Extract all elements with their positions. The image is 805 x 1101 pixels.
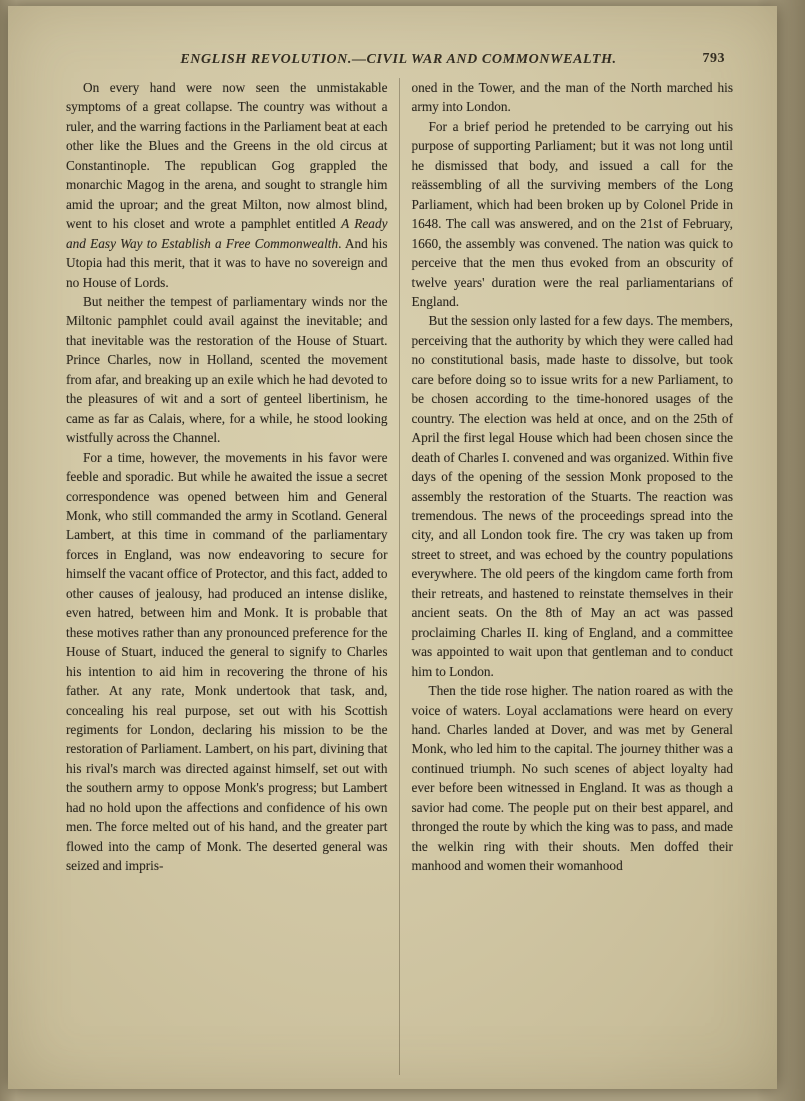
- right-column: [399, 78, 734, 1075]
- body-text: Then the tide rose higher. The nation roared as with the voice of waters. Loyal acclamations were heard on every hand. Charles landed at Dover, and was met by General Monk, who led him to the capital. The journey thither was a continued triumph. No such scenes of abject loyalty had ever before been witnessed in England. It was as though a savior had come. The people put on their best apparel, and thronged the route by which the king was to pass, and made the welkin ring with their shouts. Men doffed their manhood and women their womanhood: [411, 683, 733, 874]
- paragraph: [66, 292, 388, 448]
- paragraph: [66, 448, 388, 876]
- body-text: . And his Utopia had this merit, that it was to have no sovereign and no House of Lords.: [66, 235, 388, 290]
- text-columns: [66, 78, 733, 1075]
- body-text: But the session only lasted for a few days. The members, perceiving that the authority by which they were called had no constitutional basis, made haste to dissolve, but took care before doing so to issue writs for a new Parliament, to be chosen according to the time-honored usages of the country. The election was held at once, and on the 25th of April the first legal House which had been chosen since the death of Charles I. convened and was organized. Within five days of the opening of the session Monk proposed to the assembly the restoration of the Stuarts. The reaction was tremendous. The news of the proceedings spread into the city, and all London took fire. The cry was taken up from street to street, and was echoed by the country populations everywhere. The old peers of the kingdom came forth from their retreats, and hastened to reinstate themselves in their ancient seats. On the 8th of May an act was passed proclaiming Charles II. king of England, and a committee was appointed to wait upon that gentleman and to conduct him to London.: [411, 313, 733, 679]
- left-column: [66, 78, 399, 1075]
- paragraph: [66, 78, 388, 292]
- pamphlet-title-text: A Ready and Easy Way to Establish a Free Commonwealth: [66, 216, 388, 251]
- paragraph: [412, 78, 734, 117]
- paragraph: [412, 681, 734, 876]
- book-page: [8, 6, 777, 1089]
- paragraph: [412, 311, 734, 681]
- page-header: [70, 50, 727, 72]
- paragraph: [412, 117, 734, 312]
- body-text: For a brief period he pretended to be carrying out his purpose of supporting Parliament; but it was not long until he dismissed that body, and issued a call for the reässembling of all the surviving members of the Long Parliament, which had been broken up by Colonel Pride in 1648. The call was answered, and on the 21st of February, 1660, the assembly was convened. The nation was quick to perceive that the men thus evoked from an obscurity of twelve years' duration were the real parliamentarians of England.: [411, 118, 733, 309]
- body-text: On every hand were now seen the unmistakable symptoms of a great collapse. The country was without a ruler, and the warring factions in the Parliament beat at each other like the Blues and the Greens in the old circus at Constantinople. The republican Gog grappled the monarchic Magog in the arena, and sought to strangle him amid the uproar; and the great Milton, now almost blind, went to his closet and wrote a pamphlet entitled: [66, 80, 388, 232]
- page-title: ENGLISH REVOLUTION.—CIVIL WAR AND COMMONWEALTH.: [180, 52, 617, 67]
- page-number: 793: [702, 51, 725, 66]
- body-text: But neither the tempest of parliamentary winds nor the Miltonic pamphlet could avail against the inevitable; and that inevitable was the restoration of the House of Stuart. Prince Charles, now in Holland, scented the movement from afar, and breaking up an exile which he had devoted to the pleasures of wit and a sort of genteel libertinism, he came as far as Calais, where, for a while, he stood looking wistfully across the Channel.: [66, 293, 388, 446]
- body-text: oned in the Tower, and the man of the North marched his army into London.: [411, 80, 733, 115]
- body-text: For a time, however, the movements in his favor were feeble and sporadic. But while he awaited the issue a secret correspondence was opened between him and General Monk, who still commanded the army in Scotland. General Lambert, at this time in command of the parliamentary forces in England, was now endeavoring to secure for himself the vacant office of Protector, and this fact, added to other causes of jealousy, had produced an intense dislike, even hatred, between him and Monk. It is probable that these motives rather than any pronounced preference for the House of Stuart, induced the general to signify to Charles his intention to aid him in recovering the throne of his father. At any rate, Monk undertook that task, and, concealing his real purpose, set out with his Scottish regiments for London, declaring his mission to be the restoration of Parliament. Lambert, on his part, divining that his rival's march was directed against himself, set out with the southern army to oppose Monk's progress; but Lambert had no hold upon the affections and confidence of his own men. The force melted out of his hand, and the greater part flowed into the camp of Monk. The deserted general was seized and impris-: [66, 449, 388, 874]
